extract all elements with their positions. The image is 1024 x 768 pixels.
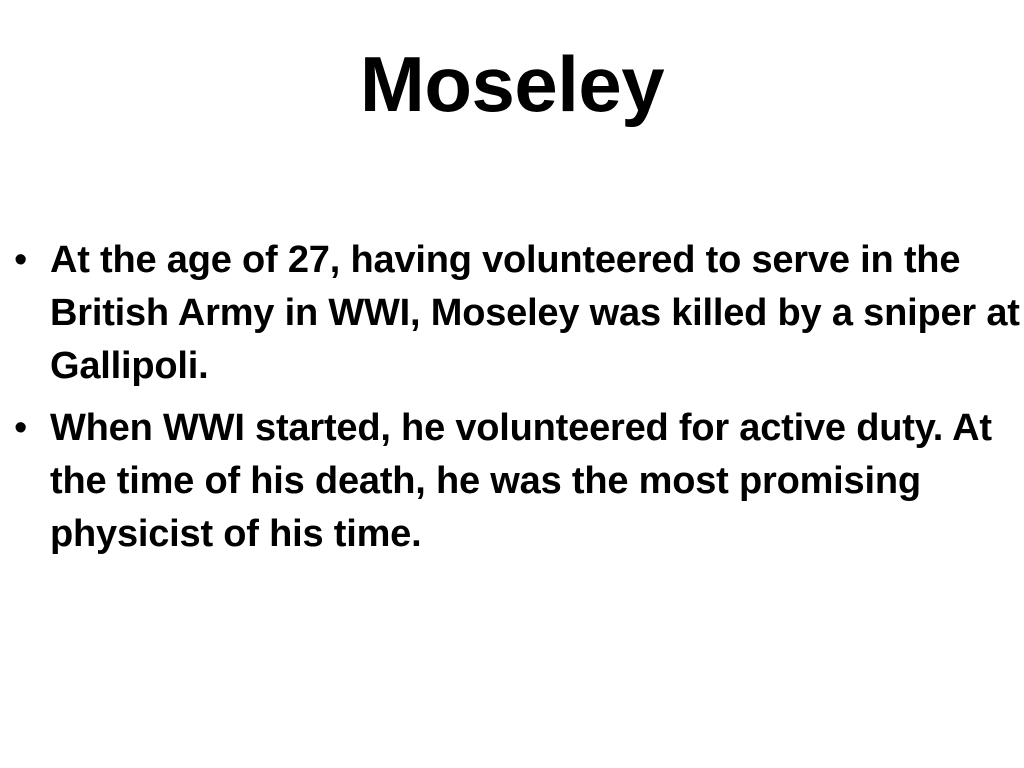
bullet-text: When WWI started, he volunteered for active duty. At the time of his death, he was the most promising physicist of his time. (50, 407, 992, 555)
slide-title: Moseley (359, 40, 665, 128)
bullet-marker: • (14, 239, 28, 281)
bullet-item (14, 402, 1020, 561)
bullet-list (14, 234, 1020, 570)
bullet-item (14, 234, 1020, 393)
bullet-marker: • (14, 407, 28, 449)
bullet-text: At the age of 27, having volunteered to serve in the British Army in WWI, Moseley was killed by a sniper at Gallipoli. (50, 239, 1020, 387)
